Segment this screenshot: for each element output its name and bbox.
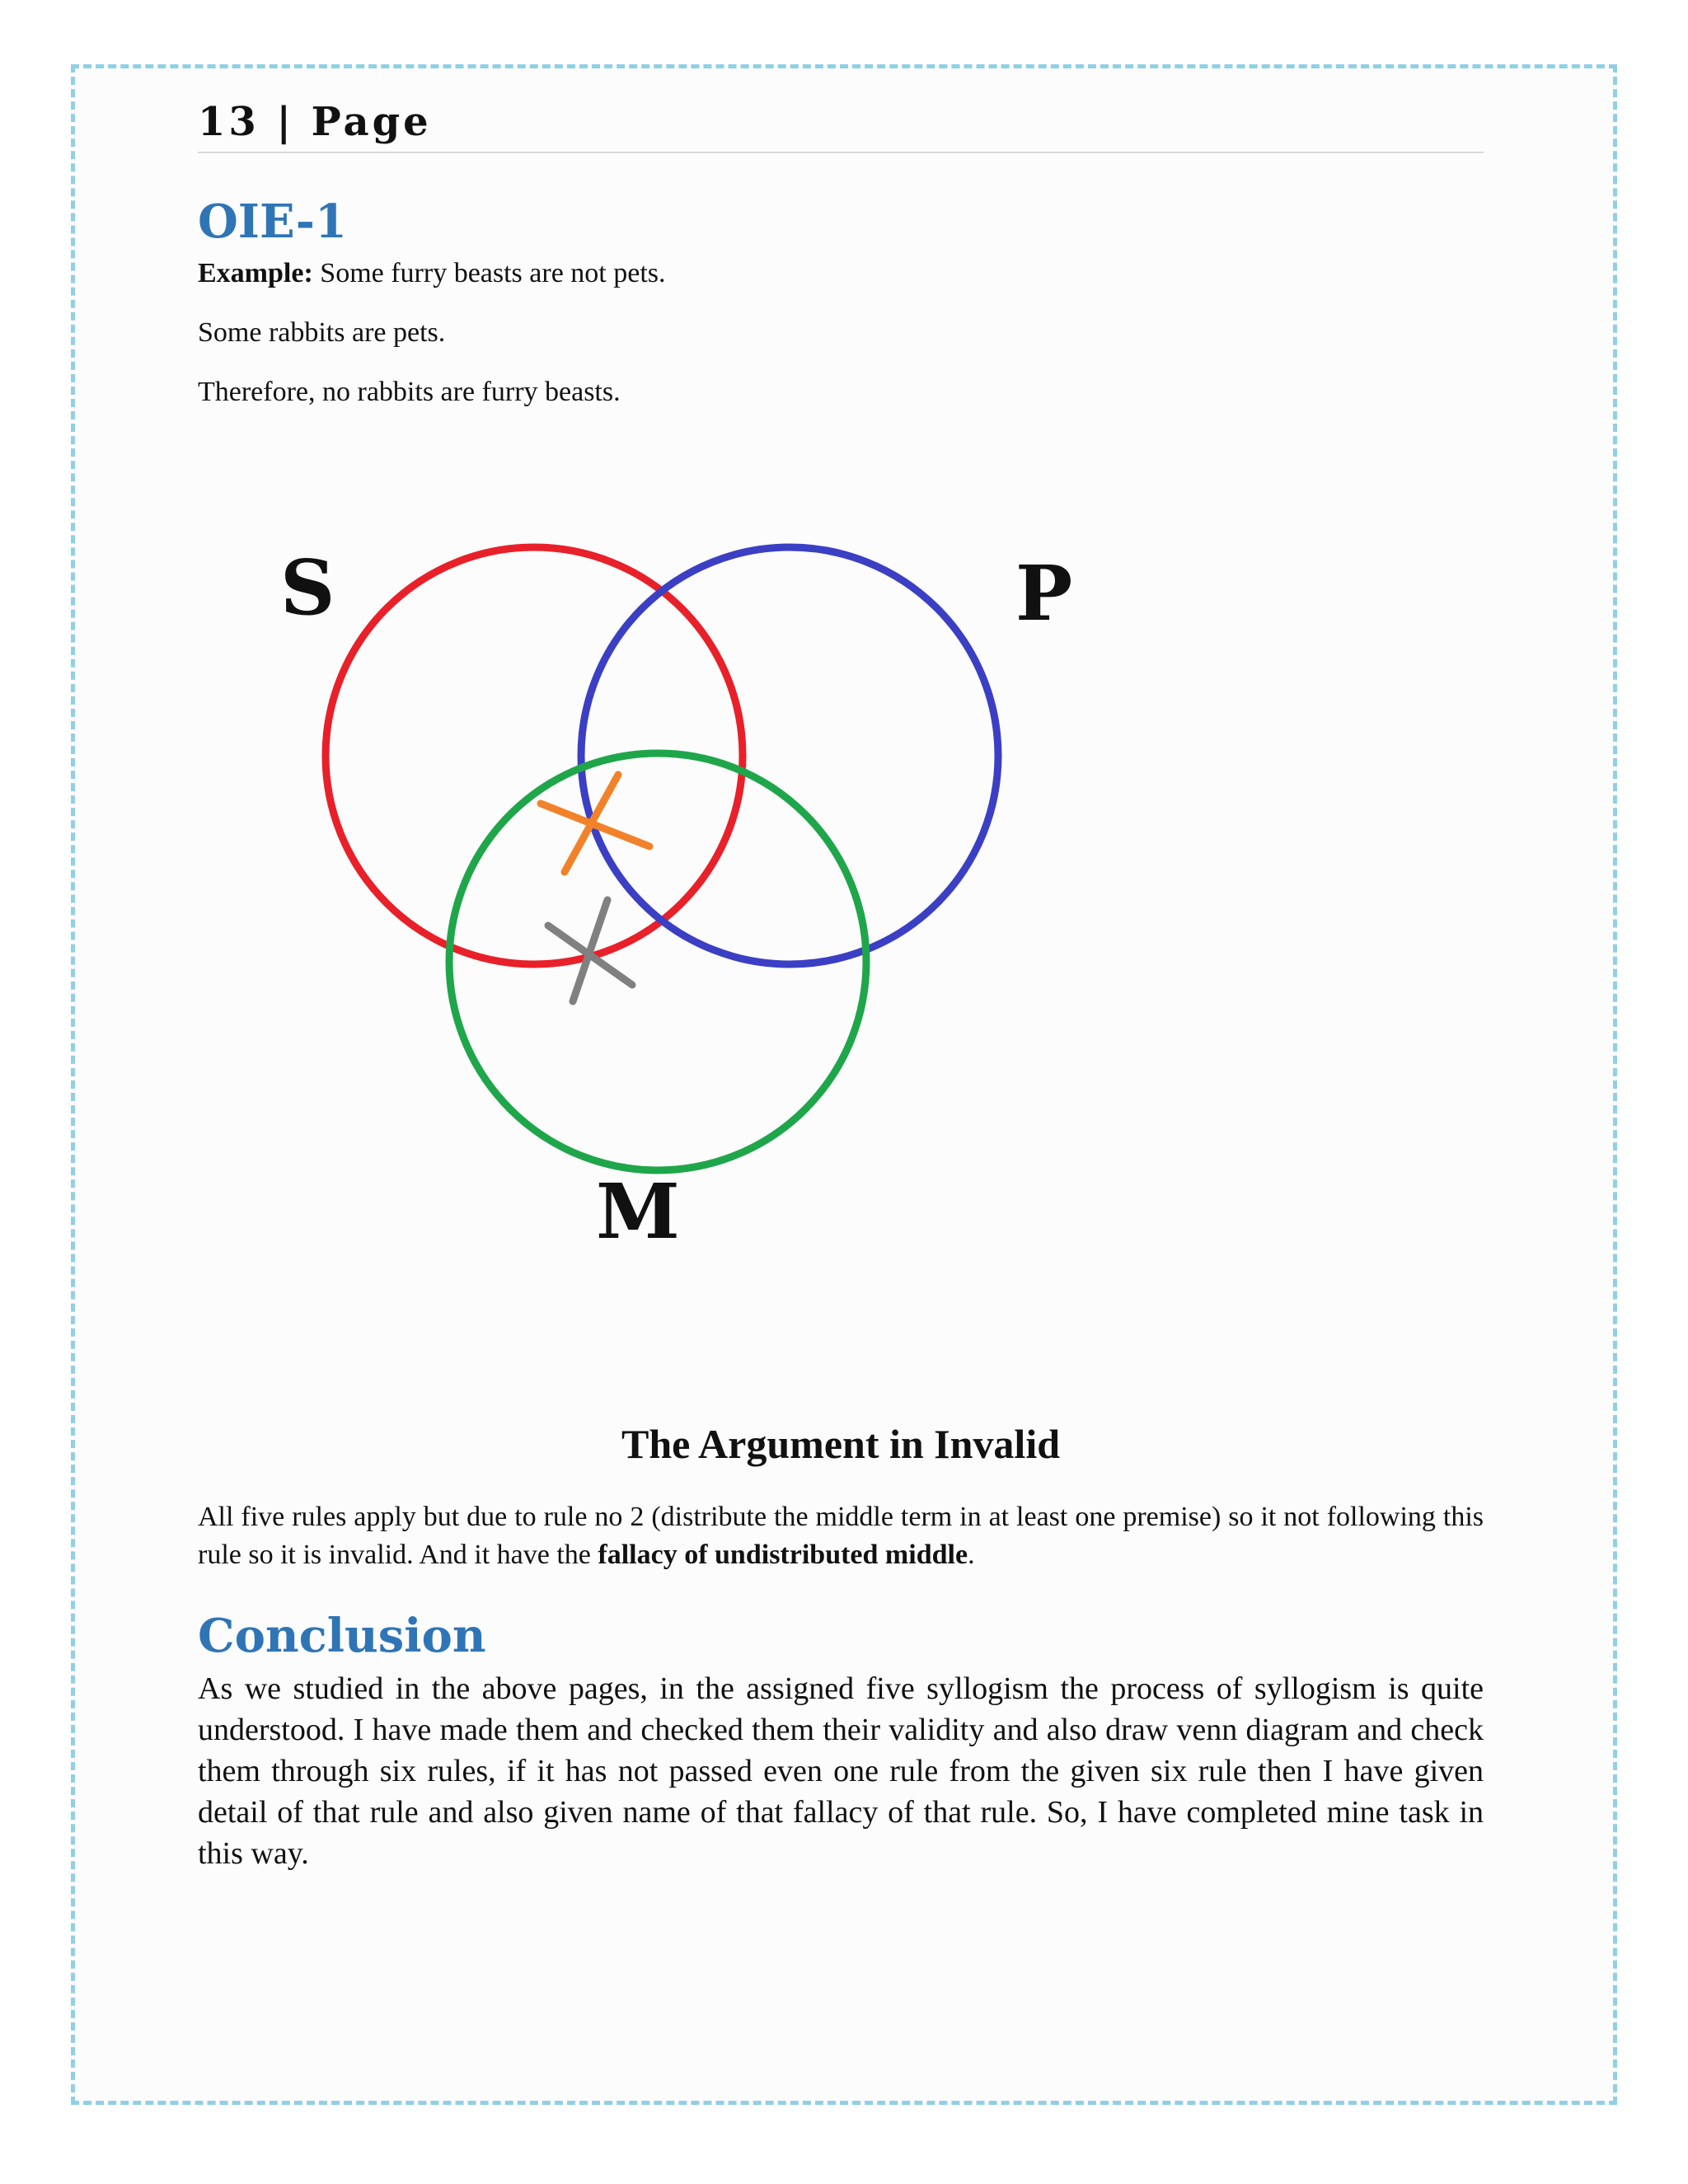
label-m: M [596, 1167, 680, 1256]
argument-conclusion: Therefore, no rabbits are furry beasts. [198, 377, 621, 407]
label-s: S [280, 543, 335, 632]
page-number: 13 | Page [198, 99, 432, 145]
x-mark-orange [541, 775, 649, 872]
fallacy-name: fallacy of undistributed middle [598, 1540, 968, 1570]
verdict-text: All five rules apply but due to rule no 2 (distribute the middle term in at least one premise) so it not following this rule so it is invalid. And it have the [198, 1502, 1484, 1570]
section-heading-conclusion: Conclusion [198, 1609, 486, 1663]
x-mark-gray [548, 900, 632, 1001]
section-heading-oie: OIE-1 [198, 194, 347, 249]
venn-diagram [247, 519, 1121, 1261]
premise-2: Some rabbits are pets. [198, 317, 446, 348]
verdict-text-end: . [968, 1540, 975, 1570]
premise-1: Some furry beasts are not pets. [320, 258, 666, 288]
example-label: Example: [198, 258, 313, 288]
example-line [198, 255, 666, 292]
page-header [198, 96, 1484, 153]
verdict-title: The Argument in Invalid [621, 1421, 1061, 1467]
verdict-paragraph [198, 1498, 1484, 1574]
label-p: P [1015, 549, 1073, 638]
x-mark-gray-stroke-2 [548, 926, 632, 985]
conclusion-paragraph: As we studied in the above pages, in the assigned five syllogism the process of syllogism is quite understood. I have made them and checked them their validity and also draw venn diagram and check them through six rules, if it has not passed even one rule from the given six rule then I have given detail of that rule and also given name of that fallacy of that rule. So, I have completed mine task in this way. [198, 1671, 1484, 1871]
